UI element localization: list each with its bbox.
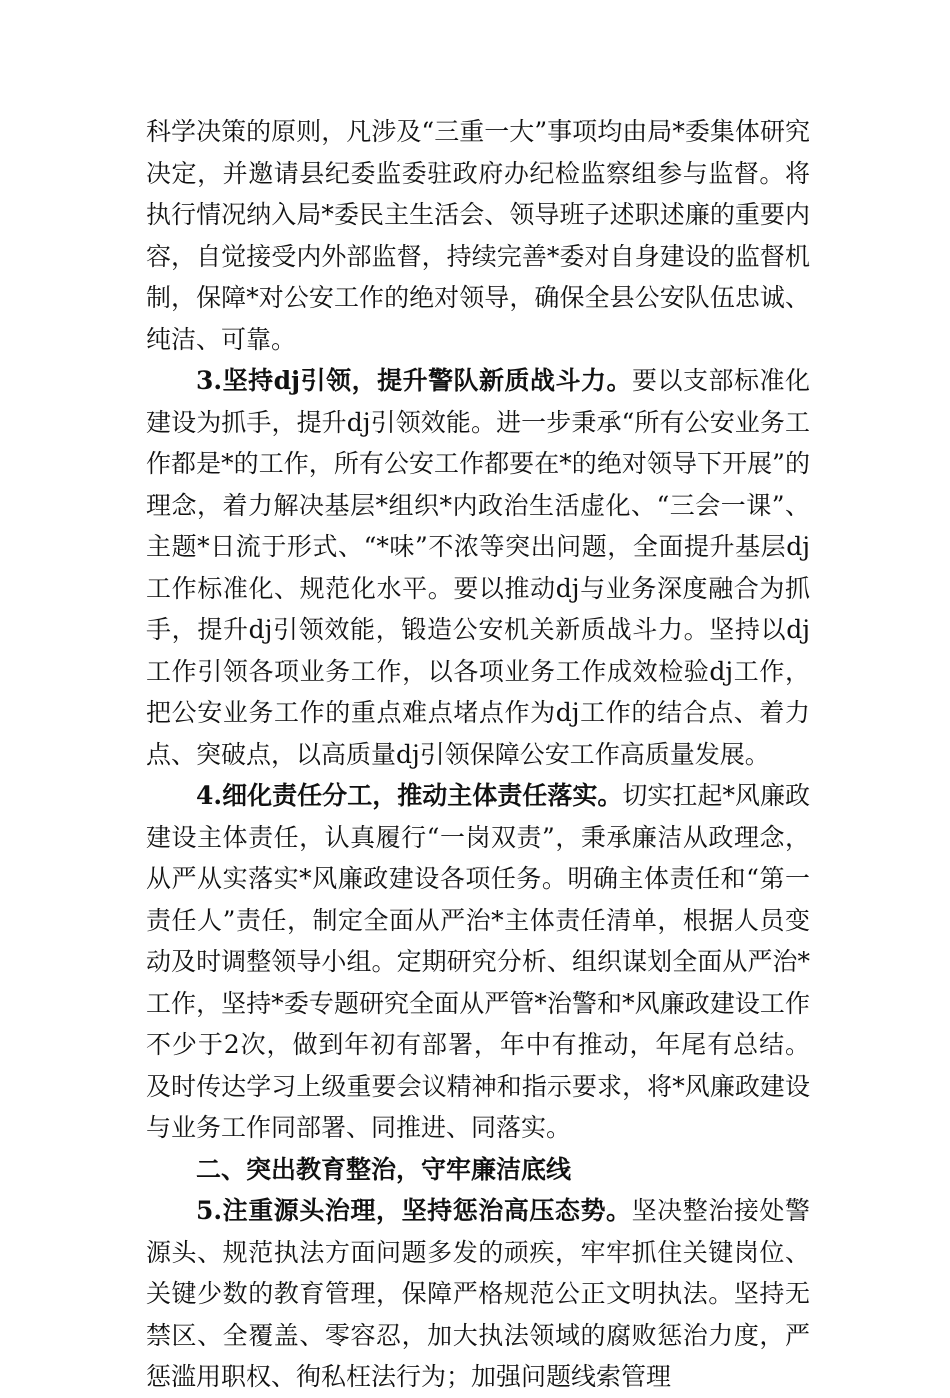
document-body bbox=[146, 111, 810, 1398]
item-3-text: 要以支部标准化建设为抓手，提升dj引领效能。进一步秉承“所有公安业务工作都是*的工作，所有公安工作都要在*的绝对领导下开展”的理念，着力解决基层*组织*内政治生活虚化、“三会一课”、主题*日流于形式、“*味”不浓等突出问题，全面提升基层dj工作标准化、规范化水平。要以推动dj与业务深度融合为抓手，提升dj引领效能，锻造公安机关新质战斗力。坚持以dj工作引领各项业务工作，以各项业务工作成效检验dj工作，把公安业务工作的重点难点堵点作为dj工作的结合点、着力点、突破点，以高质量dj引领保障公安工作高质量发展。 bbox=[146, 366, 810, 769]
item-4-text: 切实扛起*风廉政建设主体责任，认真履行“一岗双责”，秉承廉洁从政理念，从严从实落实*风廉政建设各项任务。明确主体责任和“第一责任人”责任，制定全面从严治*主体责任清单，根据人员变动及时调整领导小组。定期研究分析、组织谋划全面从严治*工作，坚持*委专题研究全面从严管*治警和*风廉政建设工作不少于2次，做到年初有部署，年中有推动，年尾有总结。及时传达学习上级重要会议精神和指示要求，将*风廉政建设与业务工作同部署、同推进、同落实。 bbox=[146, 781, 810, 1142]
paragraph-text: 科学决策的原则，凡涉及“三重一大”事项均由局*委集体研究决定，并邀请县纪委监委驻政府办纪检监察组参与监督。将执行情况纳入局*委民主生活会、领导班子述职述廉的重要内容，自觉接受内外部监督，持续完善*委对自身建设的监督机制，保障*对公安工作的绝对领导，确保全县公安队伍忠诚、纯洁、可靠。 bbox=[146, 117, 810, 354]
paragraph-item-3 bbox=[146, 360, 810, 775]
section-heading: 二、突出教育整治，守牢廉洁底线 bbox=[196, 1154, 572, 1184]
item-5-heading: 5.注重源头治理，坚持惩治高压态势。 bbox=[196, 1196, 632, 1225]
paragraph-item-5 bbox=[146, 1190, 810, 1398]
paragraph-continuation bbox=[146, 111, 810, 360]
item-5-text: 坚决整治接处警源头、规范执法方面问题多发的顽疾，牢牢抓住关键岗位、关键少数的教育管理，保障严格规范公正文明执法。坚持无禁区、全覆盖、零容忍，加大执法领域的腐败惩治力度，严惩滥用职权、徇私枉法行为；加强问题线索管理 bbox=[146, 1196, 810, 1391]
paragraph-item-4 bbox=[146, 775, 810, 1149]
item-3-heading: 3.坚持dj引领，提升警队新质战斗力。 bbox=[196, 366, 633, 395]
item-4-heading: 4.细化责任分工，推动主体责任落实。 bbox=[196, 781, 623, 810]
